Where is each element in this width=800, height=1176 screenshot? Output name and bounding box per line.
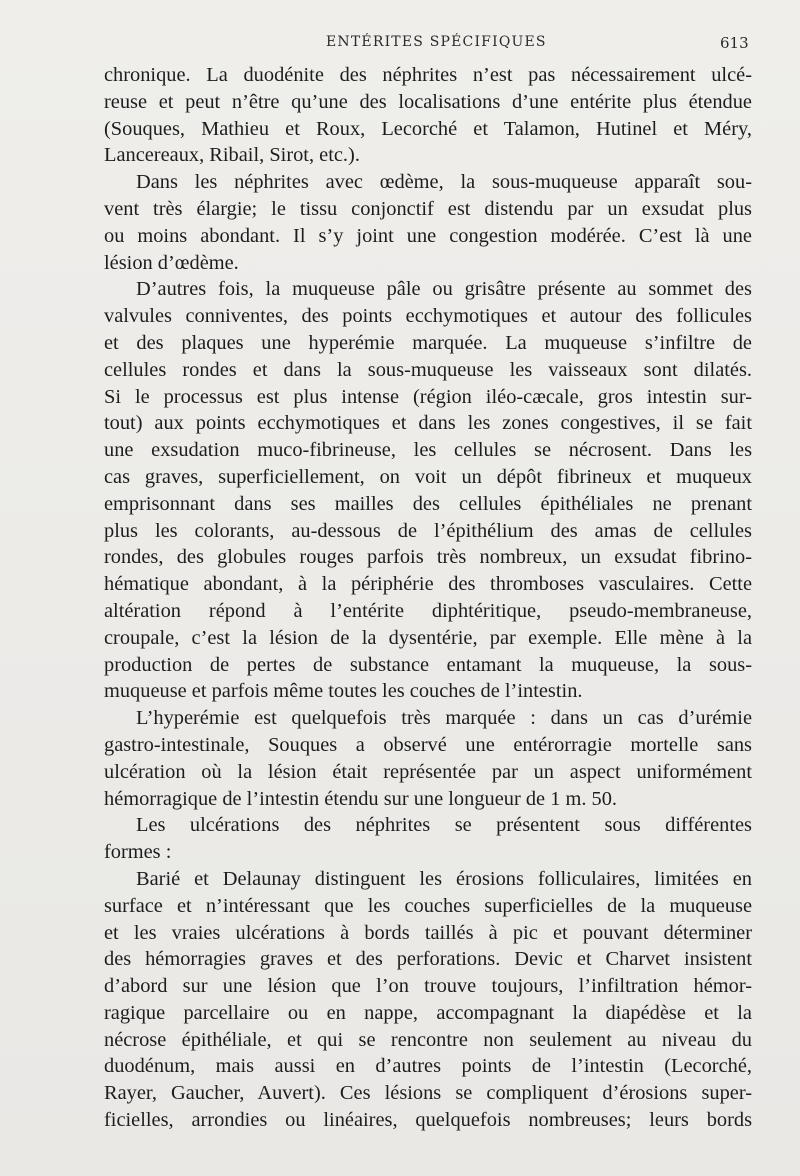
text-line: et des plaques une hyperémie marquée. La muqueuse s’infiltre de xyxy=(104,331,752,354)
text-line: production de pertes de substance entamant la muqueuse, la sous- xyxy=(104,653,752,676)
text-line: et les vraies ulcérations à bords taillés à pic et pouvant déterminer xyxy=(104,921,752,944)
text-line: cas graves, superficiellement, on voit un dépôt fibrineux et muqueux xyxy=(104,465,752,488)
text-line: L’hyperémie est quelquefois très marquée : dans un cas d’urémie xyxy=(136,707,752,730)
text-line: ou moins abondant. Il s’y joint une congestion modérée. C’est là une xyxy=(104,224,752,247)
text-line: croupale, c’est la lésion de la dysentérie, par exemple. Elle mène à la xyxy=(104,626,752,649)
text-line: tout) aux points ecchymotiques et dans les zones congestives, il se fait xyxy=(104,412,752,435)
text-line: d’abord sur une lésion que l’on trouve toujours, l’infiltration hémor- xyxy=(104,975,752,998)
text-line: une exsudation muco-fibrineuse, les cellules se nécrosent. Dans les xyxy=(104,439,752,462)
text-line: altération répond à l’entérite diphtéritique, pseudo-membraneuse, xyxy=(104,599,752,622)
text-line: cellules rondes et dans la sous-muqueuse les vaisseaux sont dilatés. xyxy=(104,358,752,381)
text-line: ragique parcellaire ou en nappe, accompagnant la diapédèse et la xyxy=(104,1001,752,1024)
text-line: Dans les néphrites avec œdème, la sous-muqueuse apparaît sou- xyxy=(136,171,752,194)
text-line: valvules conniventes, des points ecchymotiques et autour des follicules xyxy=(104,305,752,328)
text-line: Barié et Delaunay distinguent les érosions folliculaires, limitées en xyxy=(136,867,752,890)
text-line: gastro-intestinale, Souques a observé une entérorragie mortelle sans xyxy=(104,733,752,756)
text-line: Les ulcérations des néphrites se présentent sous différentes xyxy=(136,814,752,837)
text-line: rondes, des globules rouges parfois très nombreux, un exsudat fibrino- xyxy=(104,546,752,569)
text-line: chronique. La duodénite des néphrites n’est pas nécessairement ulcé- xyxy=(104,64,752,86)
page-number: 613 xyxy=(720,34,749,52)
text-line: hématique abondant, à la périphérie des thromboses vasculaires. Cette xyxy=(104,573,752,596)
text-line: reuse et peut n’être qu’une des localisations d’une entérite plus étendue xyxy=(104,90,752,113)
text-line: lésion d’œdème. xyxy=(104,251,239,274)
text-line: ulcération où la lésion était représentée par un aspect uniformément xyxy=(104,760,752,783)
text-line: ficielles, arrondies ou linéaires, quelquefois nombreuses; leurs bords xyxy=(104,1109,752,1132)
text-line: duodénum, mais aussi en d’autres points de l’intestin (Lecorché, xyxy=(104,1055,752,1078)
running-title: ENTÉRITES SPÉCIFIQUES xyxy=(326,34,547,50)
text-line: hémorragique de l’intestin étendu sur une longueur de 1 m. 50. xyxy=(104,787,618,810)
text-line: formes : xyxy=(104,841,172,864)
text-line: D’autres fois, la muqueuse pâle ou grisâtre présente au sommet des xyxy=(136,278,752,301)
text-line: vent très élargie; le tissu conjonctif est distendu par un exsudat plus xyxy=(104,197,752,220)
text-line: (Souques, Mathieu et Roux, Lecorché et Talamon, Hutinel et Méry, xyxy=(104,117,752,140)
text-line: Lancereaux, Ribail, Sirot, etc.). xyxy=(104,144,360,167)
page-header xyxy=(0,34,800,56)
text-line: nécrose épithéliale, et qui se rencontre non seulement au niveau du xyxy=(104,1028,752,1051)
text-line: muqueuse et parfois même toutes les couches de l’intestin. xyxy=(104,680,583,703)
text-line: surface et n’intéressant que les couches superficielles de la muqueuse xyxy=(104,894,752,917)
text-line: Rayer, Gaucher, Auvert). Ces lésions se compliquent d’érosions super- xyxy=(104,1082,752,1105)
body-text xyxy=(104,62,752,1134)
text-line: des hémorragies graves et des perforations. Devic et Charvet insistent xyxy=(104,948,752,971)
text-line: emprisonnant dans ses mailles des cellules épithéliales ne prenant xyxy=(104,492,752,515)
text-line: Si le processus est plus intense (région iléo-cæcale, gros intestin sur- xyxy=(104,385,752,408)
text-line: plus les colorants, au-dessous de l’épithélium des amas de cellules xyxy=(104,519,752,542)
